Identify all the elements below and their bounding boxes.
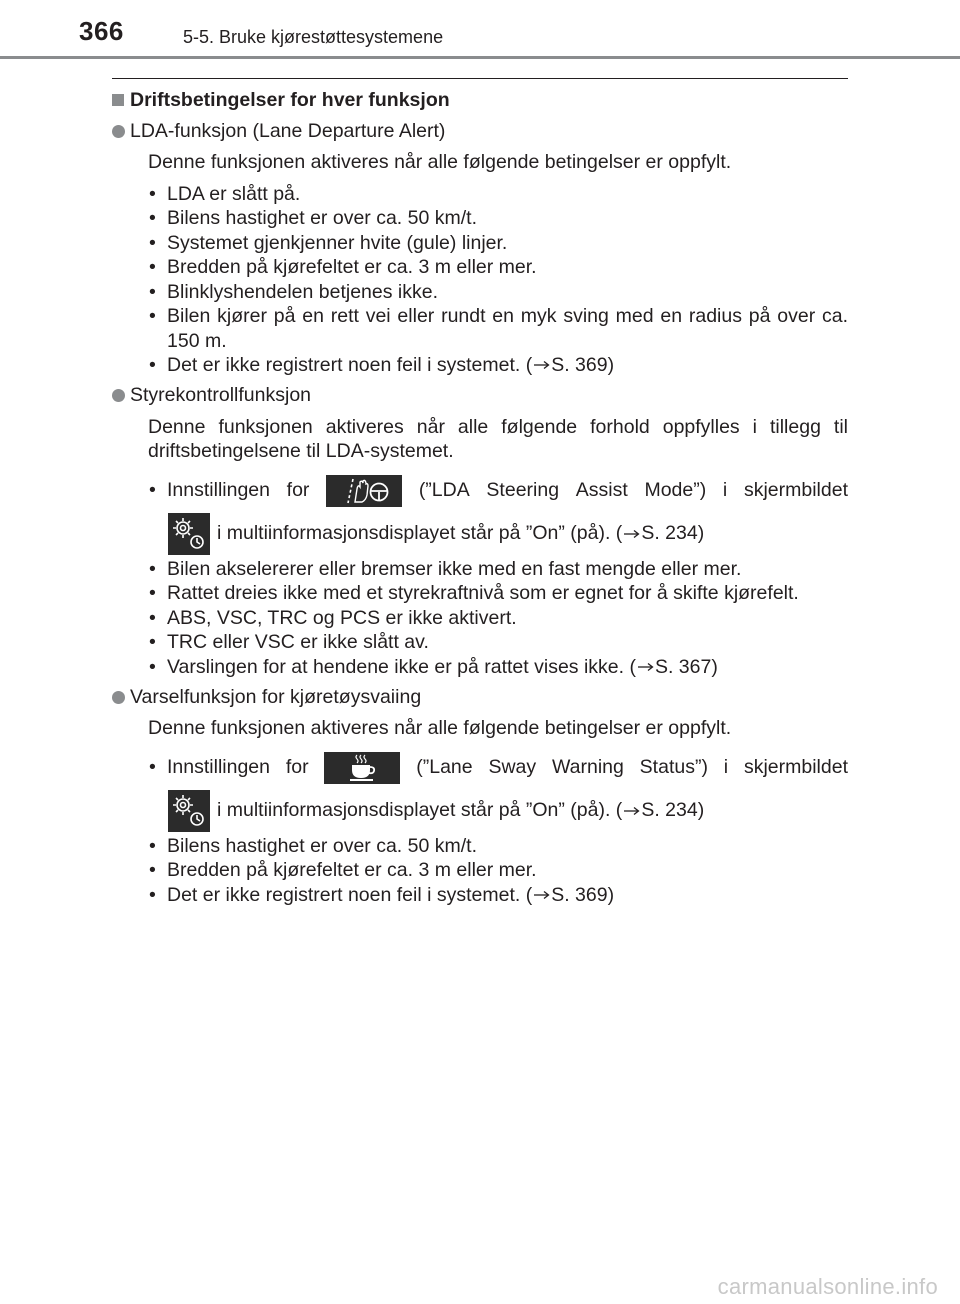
- list-item: • LDA er slått på.: [148, 182, 848, 207]
- settings-gear-icon: [168, 513, 210, 555]
- sway-heading-text: Varselfunksjon for kjøretøysvaiing: [130, 685, 422, 708]
- reference-arrow-icon: [623, 806, 640, 816]
- bullet-marker: •: [149, 478, 156, 501]
- steering-intro: Denne funksjonen aktiveres når alle følgende forhold oppfylles i tillegg til driftsbetingelsene til LDA-systemet.: [148, 415, 848, 462]
- chapter-title: 5-5. Bruke kjørestøttesystemene: [183, 27, 444, 47]
- page-reference[interactable]: S. 234): [641, 522, 705, 545]
- watermark: carmanualsonline.info: [717, 1274, 938, 1299]
- circle-bullet-icon: [112, 389, 125, 402]
- lda-heading: [112, 118, 848, 144]
- sway-setting-item: [148, 748, 848, 834]
- page-reference[interactable]: S. 234): [641, 799, 705, 822]
- circle-bullet-icon: [112, 125, 125, 138]
- list-item: [148, 883, 848, 908]
- square-bullet-icon: [112, 94, 124, 106]
- list-item: • Bredden på kjørefeltet er ca. 3 m eller mer.: [148, 255, 848, 280]
- steering-conditions-list: [148, 471, 848, 680]
- list-item-text: Det er ikke registrert noen feil i systemet. (: [167, 883, 533, 906]
- reference-arrow-icon: [637, 662, 654, 672]
- list-item: • ABS, VSC, TRC og PCS er ikke aktivert.: [148, 606, 848, 631]
- sway-heading: [112, 684, 848, 710]
- setting-line: i multiinformasjonsdisplayet står på ”On” (på). ( S. 234): [167, 788, 848, 834]
- reference-arrow-icon: [533, 360, 550, 370]
- settings-gear-icon: [168, 790, 210, 832]
- page-reference[interactable]: S. 369): [551, 354, 615, 376]
- list-item: • Bilens hastighet er over ca. 50 km/t.: [148, 206, 848, 231]
- list-item: • Bilen kjører på en rett vei eller rundt en myk sving med en radius på over ca. 150 m.: [148, 304, 848, 353]
- steering-heading-text: Styrekontrollfunksjon: [130, 384, 312, 407]
- lda-heading-text: LDA-funksjon (Lane Departure Alert): [130, 119, 446, 142]
- sway-conditions-list: [148, 748, 848, 908]
- list-item-text: Varslingen for at hendene ikke er på rattet vises ikke. (: [167, 655, 636, 678]
- section-title-text: Driftsbetingelser for hver funksjon: [130, 88, 450, 111]
- main-content: [112, 87, 848, 907]
- page-reference[interactable]: S. 367): [654, 655, 718, 678]
- reference-arrow-icon: [533, 890, 550, 900]
- list-item: [148, 353, 848, 378]
- list-item: • Bilens hastighet er over ca. 50 km/t.: [148, 834, 848, 859]
- coffee-cup-icon: [324, 752, 400, 784]
- list-item: • Bilen akselererer eller bremser ikke med en fast mengde eller mer.: [148, 557, 848, 582]
- header-divider: [0, 56, 960, 59]
- list-item: • Blinklyshendelen betjenes ikke.: [148, 280, 848, 305]
- page-number: 366: [79, 16, 124, 46]
- reference-arrow-icon: [623, 529, 640, 539]
- lda-intro: Denne funksjonen aktiveres når alle følgende betingelser er oppfylt.: [148, 151, 732, 173]
- list-item: • Bredden på kjørefeltet er ca. 3 m eller mer.: [148, 858, 848, 883]
- lda-conditions-list: [148, 182, 848, 378]
- bullet-marker: •: [149, 755, 156, 778]
- list-item: [148, 655, 848, 680]
- setting-line: i multiinformasjonsdisplayet står på ”On” (på). ( S. 234): [167, 511, 848, 557]
- lda-steering-assist-icon: [326, 475, 402, 507]
- list-item: • TRC eller VSC er ikke slått av.: [148, 630, 848, 655]
- section-divider: [112, 78, 848, 79]
- setting-line: Innstillingen for (”LDA Steering Assist Mode”) i skjermbildet: [167, 471, 848, 511]
- setting-line: Innstillingen for (”Lane Sway Warning Status”) i skjermbildet: [167, 748, 848, 788]
- steering-heading: [112, 383, 848, 409]
- list-item: • Rattet dreies ikke med et styrekraftnivå som er egnet for å skifte kjørefelt.: [148, 581, 848, 606]
- circle-bullet-icon: [112, 691, 125, 704]
- page-header: [0, 0, 960, 62]
- steering-setting-item: [148, 471, 848, 557]
- list-item-text: Det er ikke registrert noen feil i systemet. (: [167, 354, 533, 376]
- page-reference[interactable]: S. 369): [551, 883, 615, 906]
- list-item: • Systemet gjenkjenner hvite (gule) linjer.: [148, 231, 848, 256]
- sway-intro: Denne funksjonen aktiveres når alle følgende betingelser er oppfylt.: [148, 717, 732, 739]
- section-title: [112, 87, 848, 113]
